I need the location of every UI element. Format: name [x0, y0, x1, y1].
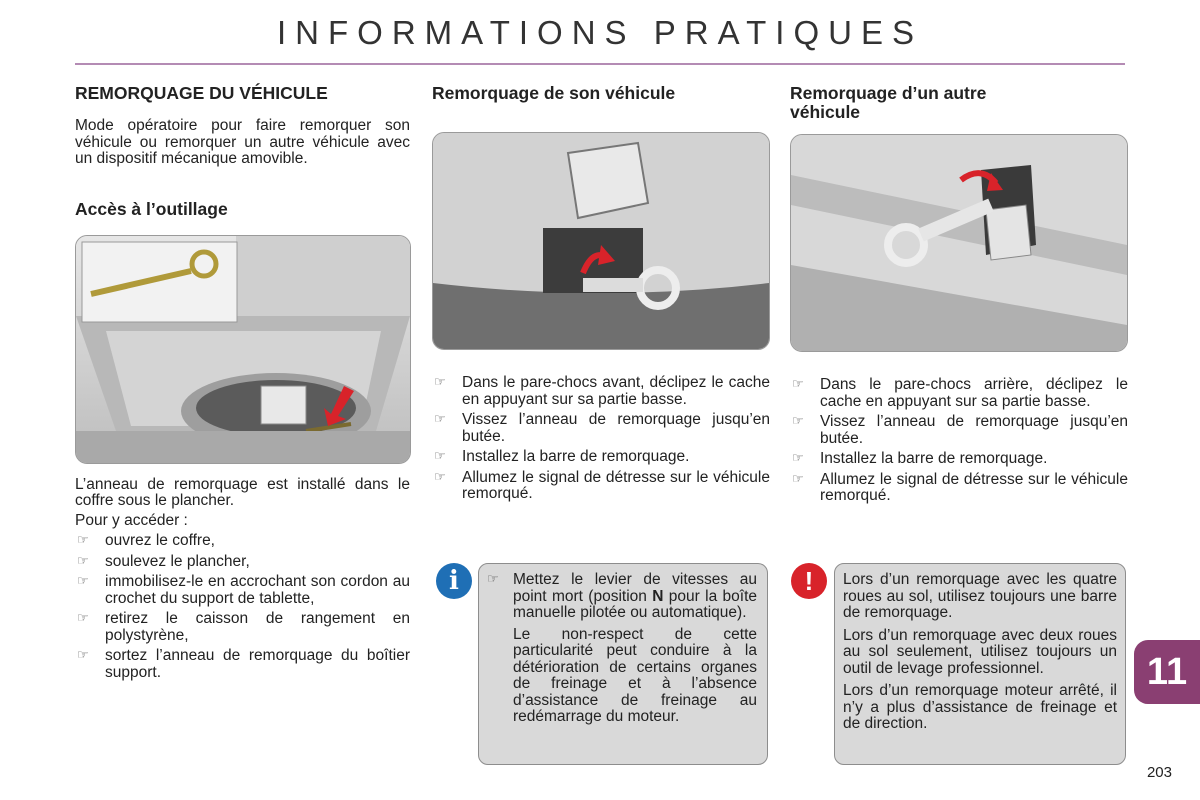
section-heading: REMORQUAGE DU VÉHICULE — [75, 83, 328, 103]
front-bumper-photo — [432, 132, 770, 350]
pointing-hand-icon: ☞ — [434, 411, 446, 426]
list-item: ☞ sortez l’anneau de remorquage du boîtier support. — [77, 647, 410, 681]
warning-note-text: Lors d’un remorquage avec deux roues au sol seulement, utilisez toujours un outil de levage professionnel. — [843, 626, 1117, 677]
pointing-hand-icon: ☞ — [792, 376, 804, 391]
pointing-hand-icon: ☞ — [792, 470, 804, 486]
trunk-illustration — [76, 236, 410, 463]
warning-icon: ! — [791, 563, 827, 599]
list-item: ☞ Dans le pare-chocs arrière, déclipez le cache en appuyant sur sa partie basse. — [792, 376, 1128, 410]
warning-note — [834, 563, 1126, 765]
pointing-hand-icon: ☞ — [434, 374, 446, 389]
access-steps-list — [75, 533, 410, 681]
list-item: ☞ retirez le caisson de rangement en polystyrène, — [77, 610, 410, 644]
column-other-vehicle — [790, 82, 1128, 509]
list-item: ☞ Vissez l’anneau de remorquage jusqu’en butée. — [792, 413, 1128, 447]
pointing-hand-icon: ☞ — [792, 450, 804, 465]
rear-steps-list — [790, 377, 1128, 505]
page-number: 203 — [1146, 764, 1172, 781]
pointing-hand-icon: ☞ — [77, 647, 89, 662]
list-item: ☞ soulevez le plancher, — [77, 552, 250, 570]
column-own-vehicle — [432, 82, 770, 507]
pointing-hand-icon: ☞ — [77, 573, 89, 588]
list-item: ☞ Vissez l’anneau de remorquage jusqu’en butée. — [434, 411, 770, 445]
column-intro — [75, 82, 410, 685]
pointing-hand-icon: ☞ — [77, 532, 89, 547]
intro-text: Mode opératoire pour faire remorquer son véhicule ou remorquer un autre véhicule avec un dispositif mécanique amovible. — [75, 117, 410, 167]
section-heading: Remorquage d’un autre véhicule — [790, 83, 987, 122]
warning-note-text: Lors d’un remorquage moteur arrêté, il n’y a plus d’assistance de freinage et de direction. — [843, 682, 1117, 732]
info-icon: i — [436, 563, 472, 599]
pointing-hand-icon: ☞ — [434, 448, 446, 463]
list-item: ☞ Allumez le signal de détresse sur le véhicule remorqué. — [434, 468, 770, 502]
rear-bumper-photo — [790, 134, 1128, 352]
pointing-hand-icon: ☞ — [792, 413, 804, 428]
warning-note-text: Lors d’un remorquage avec les quatre roues au sol, utilisez toujours une barre de remorquage. — [843, 571, 1117, 621]
info-note: ☞ Mettez le levier de vitesses au point mort (position N pour la boîte manuelle pilotée ou automatique). Le non-respect de cette particularité peut conduire à la détérioration de certains organes de freinage et à l’absence d’assistance de freinage au redémarrage du moteur. — [478, 563, 768, 765]
list-item: ☞ Dans le pare-chocs avant, déclipez le cache en appuyant sur sa partie basse. — [434, 374, 770, 408]
front-steps-list — [432, 375, 770, 503]
header-divider — [75, 63, 1125, 65]
access-intro-text: Pour y accéder : — [75, 511, 188, 529]
page-title: INFORMATIONS PRATIQUES — [277, 14, 923, 51]
list-item: ☞ Installez la barre de remorquage. — [434, 448, 690, 465]
rear-bumper-illustration — [791, 135, 1127, 351]
pointing-hand-icon: ☞ — [77, 610, 89, 625]
list-item: ☞ Allumez le signal de détresse sur le véhicule remorqué. — [792, 470, 1128, 504]
list-item: ☞ immobilisez-le en accrochant son cordon au crochet du support de tablette, — [77, 573, 410, 607]
section-heading: Remorquage de son véhicule — [432, 83, 676, 103]
subsection-heading: Accès à l’outillage — [75, 198, 228, 219]
front-bumper-illustration — [433, 133, 769, 349]
pointing-hand-icon: ☞ — [434, 468, 446, 484]
pointing-hand-icon: ☞ — [487, 571, 499, 586]
pointing-hand-icon: ☞ — [77, 552, 89, 568]
list-item: ☞ Installez la barre de remorquage. — [792, 450, 1048, 467]
ring-location-text: L’anneau de remorquage est installé dans le coffre sous le plancher. — [75, 475, 410, 509]
info-note-text: Le non-respect de cette particularité peut conduire à la détérioration de certains organes de freinage et à l’absence d’assistance de freinage au redémarrage du moteur. — [513, 625, 757, 725]
list-item: ☞ ouvrez le coffre, — [77, 532, 215, 549]
chapter-tab[interactable]: 11 — [1134, 640, 1200, 704]
trunk-photo — [75, 235, 411, 464]
